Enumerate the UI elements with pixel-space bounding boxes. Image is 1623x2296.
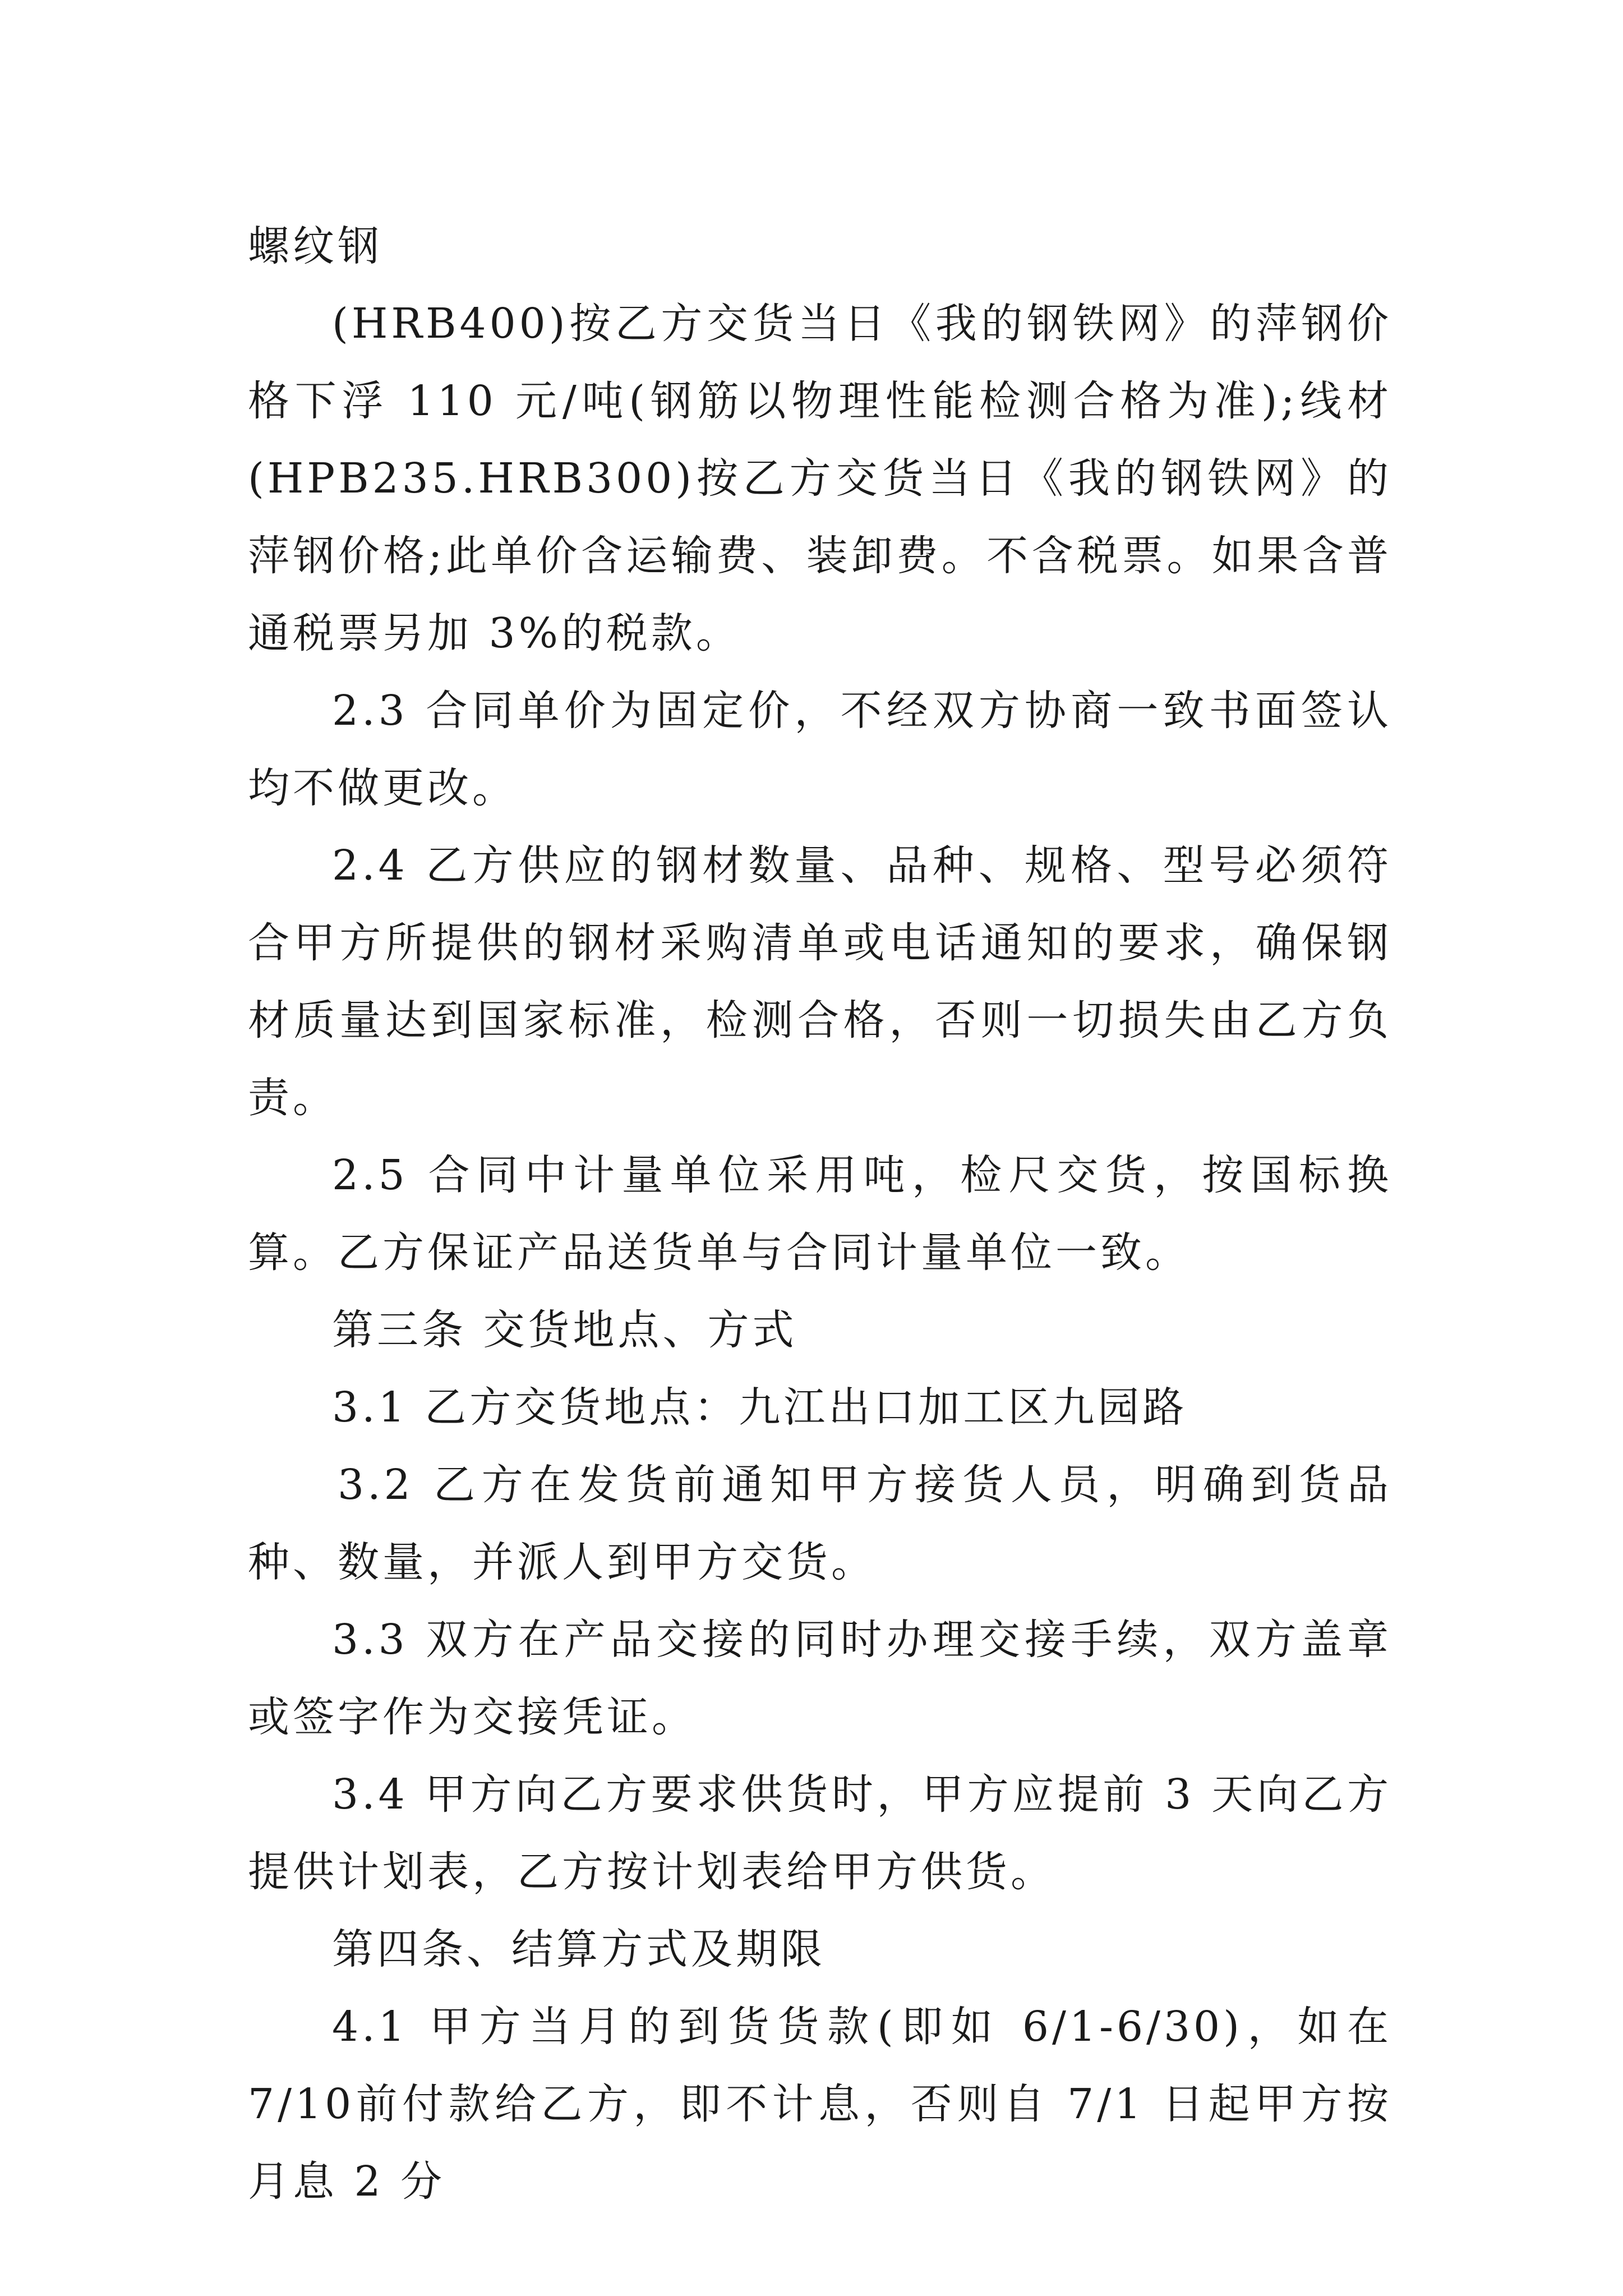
paragraph-3-2: 3.2 乙方在发货前通知甲方接货人员，明确到货品种、数量，并派人到甲方交货。 (248, 1461, 1392, 1586)
paragraph-3-1: 3.1 乙方交货地点：九江出口加工区九园路 (332, 1383, 1188, 1432)
section-heading-3: 第三条 交货地点、方式 (332, 1306, 797, 1354)
paragraph-2-4: 2.4 乙方供应的钢材数量、品种、规格、型号必须符合甲方所提供的钢材采购清单或电话通知的要求，确保钢材质量达到国家标准，检测合格，否则一切损失由乙方负责。 (248, 841, 1392, 1122)
paragraph-3-4: 3.4 甲方向乙方要求供货时，甲方应提前 3 天向乙方提供计划表，乙方按计划表给甲方供货。 (248, 1770, 1392, 1896)
paragraph-4-1: 4.1 甲方当月的到货货款(即如 6/1-6/30)，如在 7/10前付款给乙方，即不计息，否则自 7/1 日起甲方按月息 2 分 (248, 2003, 1392, 2206)
paragraph-2-3: 2.3 合同单价为固定价，不经双方协商一致书面签认均不做更改。 (248, 687, 1392, 812)
paragraph-2-5: 2.5 合同中计量单位采用吨，检尺交货，按国标换算。乙方保证产品送货单与合同计量单位一致。 (248, 1151, 1392, 1277)
paragraph-3-3: 3.3 双方在产品交接的同时办理交接手续，双方盖章或签字作为交接凭证。 (248, 1616, 1392, 1741)
paragraph-price-terms: (HRB400)按乙方交货当日《我的钢铁网》的萍钢价格下浮 110 元/吨(钢筋以物理性能检测合格为准);线材(HPB235.HRB300)按乙方交货当日《我的钢铁网》的萍钢价格;此单价含运输费、装卸费。不含税票。如果含普通税票另加 3%的税款。 (248, 300, 1392, 657)
section-heading-4: 第四条、结算方式及期限 (332, 1925, 826, 1973)
paragraph-heading-rebar: 螺纹钢 (248, 222, 382, 270)
document-body (248, 208, 1392, 2220)
